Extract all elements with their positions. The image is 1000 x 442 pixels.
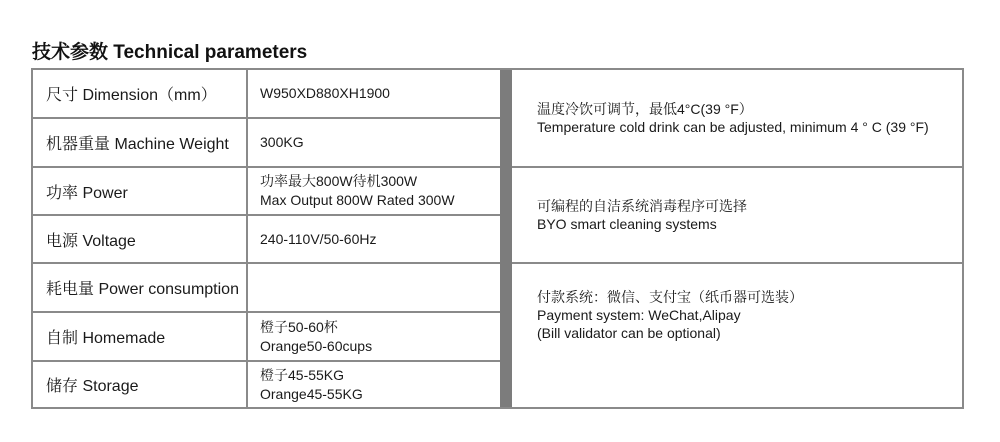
features-column — [512, 70, 962, 407]
value-line: 240-110V/50-60Hz — [260, 230, 377, 247]
row-value — [248, 119, 500, 166]
row-value — [248, 313, 500, 360]
value-line: Orange45-55KG — [260, 385, 363, 402]
value-line: 300KG — [260, 134, 304, 150]
row-value — [248, 168, 500, 214]
table-row — [33, 119, 500, 168]
value-line: 功率最大800W待机300W — [260, 173, 418, 189]
spec-column — [33, 70, 500, 407]
table-row — [33, 168, 500, 216]
feature-block — [512, 70, 962, 168]
feature-line: 温度冷饮可调节，最低4°C(39 °F） — [537, 101, 753, 117]
feature-block — [512, 168, 962, 264]
parameters-table — [31, 68, 964, 409]
row-value — [248, 264, 500, 311]
feature-block — [512, 264, 962, 407]
row-value — [248, 362, 500, 407]
feature-line: BYO smart cleaning systems — [537, 216, 717, 232]
table-row — [33, 216, 500, 264]
value-line: W950XD880XH1900 — [260, 85, 390, 101]
feature-line: Payment system: WeChat,Alipay — [537, 307, 741, 323]
page-title: 技术参数 Technical parameters — [32, 42, 308, 63]
row-label: 耗电量 Power consumption — [33, 264, 248, 311]
row-label: 机器重量 Machine Weight — [33, 119, 248, 166]
table-row — [33, 313, 500, 362]
row-label: 功率 Power — [33, 168, 248, 214]
column-divider — [500, 70, 512, 407]
table-row — [33, 362, 500, 407]
value-line: Max Output 800W Rated 300W — [260, 192, 455, 208]
value-line: Orange50-60cups — [260, 337, 373, 354]
row-label: 自制 Homemade — [33, 313, 248, 360]
row-value — [248, 70, 500, 117]
feature-line: (Bill validator can be optional) — [537, 325, 721, 341]
row-value — [248, 216, 500, 262]
feature-line: 付款系统：微信、支付宝（纸币器可选装） — [537, 289, 803, 305]
feature-line: 可编程的自洁系统消毒程序可选择 — [537, 198, 747, 214]
row-label: 电源 Voltage — [33, 216, 248, 262]
feature-line: Temperature cold drink can be adjusted, minimum 4 ° C (39 °F) — [537, 119, 929, 135]
row-label: 尺寸 Dimension（mm） — [33, 70, 248, 117]
table-row — [33, 70, 500, 119]
value-line: 橙子45-55KG — [260, 366, 345, 383]
row-label: 储存 Storage — [33, 362, 248, 407]
value-line: 橙子50-60杯 — [260, 318, 338, 335]
table-row — [33, 264, 500, 313]
